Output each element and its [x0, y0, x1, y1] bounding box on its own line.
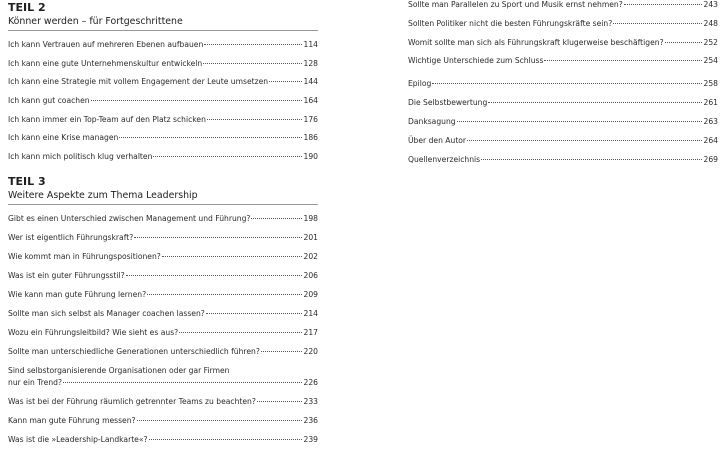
dot-leader: [153, 156, 301, 157]
toc-entry-title: Was ist bei der Führung räumlich getrennter Teams zu beachten?: [8, 396, 256, 406]
toc-entry-title: Ich kann eine gute Unternehmenskultur entwickeln: [8, 58, 203, 68]
toc-entry-title: Sollten Politiker nicht die besten Führungskräfte sein?: [408, 18, 613, 28]
toc-entry-title: Ich kann eine Strategie mit vollem Engagement der Leute umsetzen: [8, 77, 269, 87]
toc-entry-page-number: 239: [303, 434, 318, 444]
dot-leader: [137, 420, 302, 421]
toc-entry-page-number: 202: [303, 252, 318, 262]
dot-leader: [544, 60, 701, 61]
dot-leader: [488, 102, 701, 103]
toc-entry[interactable]: [408, 117, 718, 127]
dot-leader: [257, 401, 302, 402]
dot-leader: [467, 140, 701, 141]
toc-entry[interactable]: [408, 56, 718, 66]
dot-leader: [119, 137, 301, 138]
dot-leader: [149, 439, 302, 440]
toc-entry-title: Sollte man unterschiedliche Generationen unterschiedlich führen?: [8, 347, 260, 357]
right-page: [408, 0, 718, 165]
toc-entry-title: Gibt es einen Unterschied zwischen Management und Führung?: [8, 214, 251, 224]
toc-entry[interactable]: [8, 40, 318, 50]
toc-entry-page-number: 258: [703, 79, 718, 89]
dot-leader: [624, 4, 702, 5]
toc-entry-page-number: 114: [303, 40, 318, 49]
toc-entry-title: Ich kann mich politisch klug verhalten: [8, 152, 153, 162]
toc-entry-page-number: 263: [703, 116, 718, 126]
toc-entry[interactable]: [8, 416, 318, 426]
toc-entry-page-number: 264: [703, 135, 718, 145]
dot-leader: [126, 275, 302, 276]
toc-entry[interactable]: [8, 133, 318, 143]
toc-entry[interactable]: [8, 290, 318, 300]
toc-entry-title: Sollte man Parallelen zu Sport und Musik ernst nehmen?: [408, 0, 623, 9]
dot-leader: [204, 44, 301, 45]
part2-subtitle: Könner werden – für Fortgeschrittene: [8, 16, 183, 27]
toc-entry[interactable]: [8, 214, 318, 224]
toc-entry-page-number: 164: [303, 96, 318, 106]
dot-leader: [179, 332, 301, 333]
toc-entry[interactable]: [8, 378, 318, 388]
dot-leader: [261, 351, 302, 352]
dot-leader: [269, 81, 301, 82]
toc-entry[interactable]: [8, 96, 318, 106]
toc-entry-title-line1: Sind selbstorganisierende Organisationen oder gar Firmen: [8, 366, 230, 376]
toc-entry[interactable]: [8, 435, 318, 445]
toc-entry-page-number: 144: [303, 77, 318, 87]
toc-entry[interactable]: [408, 38, 718, 48]
toc-entry[interactable]: [408, 155, 718, 165]
toc-entry-title: Ich kann Vertrauen auf mehreren Ebenen aufbauen: [8, 40, 204, 49]
dot-leader: [613, 23, 701, 24]
toc-entry-title: Über den Autor: [408, 135, 467, 145]
toc-entry[interactable]: [408, 0, 718, 10]
toc-entry-title: Kann man gute Führung messen?: [8, 415, 136, 425]
toc-entry-title: Quellenverzeichnis: [408, 154, 481, 164]
toc-entry-page-number: 198: [303, 214, 318, 224]
part3-subtitle: Weitere Aspekte zum Thema Leadership: [8, 190, 198, 202]
left-page: [8, 0, 318, 445]
part2-heading: TEIL 2: [8, 1, 46, 14]
toc-entry-title: Wozu ein Führungsleitbild? Wie sieht es aus?: [8, 328, 179, 338]
part3-heading: TEIL 3: [8, 175, 46, 189]
toc-entry-page-number: 176: [303, 114, 318, 124]
toc-entry-title: Wer ist eigentlich Führungskraft?: [8, 233, 134, 243]
dot-leader: [665, 42, 702, 43]
toc-entry-page-number: 252: [703, 37, 718, 47]
dot-leader: [91, 100, 302, 101]
toc-entry-title: nur ein Trend?: [8, 377, 62, 387]
dot-leader: [162, 256, 302, 257]
right-entry-list-a: [408, 0, 718, 66]
toc-entry-title: Ich kann eine Krise managen: [8, 133, 119, 143]
toc-entry-page-number: 190: [303, 152, 318, 162]
dot-leader: [134, 237, 301, 238]
toc-entry-page-number: 186: [303, 133, 318, 143]
part3-entry-list: [8, 214, 318, 445]
toc-entry[interactable]: [8, 152, 318, 162]
toc-entry[interactable]: [8, 115, 318, 125]
toc-entry-page-number: 243: [703, 0, 718, 9]
toc-entry[interactable]: [408, 19, 718, 29]
toc-entry[interactable]: [8, 252, 318, 262]
dot-leader: [457, 121, 702, 122]
toc-entry-title: Womit sollte man sich als Führungskraft klugerweise beschäftigen?: [408, 37, 664, 47]
toc-entry-page-number: 201: [303, 233, 318, 243]
toc-entry[interactable]: [8, 328, 318, 338]
toc-entry[interactable]: [8, 347, 318, 357]
toc-entry-page-number: 217: [303, 328, 318, 338]
dot-leader: [63, 382, 302, 383]
toc-entry-page-number: 220: [303, 347, 318, 357]
toc-entry[interactable]: [8, 271, 318, 281]
toc-entry-title: Ich kann gut coachen: [8, 96, 90, 106]
toc-entry[interactable]: [8, 233, 318, 243]
dot-leader: [147, 294, 301, 295]
toc-entry[interactable]: [408, 98, 718, 108]
toc-entry-title: Sollte man sich selbst als Manager coachen lassen?: [8, 309, 205, 319]
dot-leader: [432, 83, 701, 84]
toc-entry-title: Ich kann immer ein Top-Team auf den Platz schicken: [8, 114, 206, 124]
toc-entry-page-number: 236: [303, 415, 318, 425]
dot-leader: [251, 218, 301, 219]
toc-entry-title: Danksagung: [408, 116, 456, 126]
toc-entry[interactable]: [8, 77, 318, 87]
toc-entry-title: Was ist ein guter Führungsstil?: [8, 271, 125, 281]
toc-entry-page-number: 269: [703, 154, 718, 164]
toc-entry[interactable]: [8, 309, 318, 319]
toc-entry[interactable]: [408, 136, 718, 146]
toc-entry[interactable]: [8, 59, 318, 69]
toc-entry[interactable]: [408, 79, 718, 89]
toc-entry-title: Wie kann man gute Führung lernen?: [8, 290, 147, 300]
toc-entry-page-number: 233: [303, 396, 318, 406]
toc-entry-page-number: 261: [703, 98, 718, 108]
toc-entry-page-number: 226: [303, 377, 318, 387]
toc-entry[interactable]: [8, 397, 318, 407]
part2-entry-list: [8, 40, 318, 162]
dot-leader: [207, 119, 302, 120]
dot-leader: [206, 313, 302, 314]
dot-leader: [481, 159, 701, 160]
toc-entry-page-number: 209: [303, 290, 318, 300]
toc-entry-title: Epilog: [408, 79, 432, 89]
dot-leader: [203, 63, 301, 64]
toc-entry-title: Was ist die »Leadership-Landkarte«?: [8, 434, 148, 444]
toc-entry-page-number: 254: [703, 56, 718, 66]
toc-entry-page-number: 128: [303, 58, 318, 68]
toc-entry-page-number: 248: [703, 18, 718, 28]
right-entry-list-b: [408, 79, 718, 164]
toc-entry-title: Wie kommt man in Führungspositionen?: [8, 252, 161, 262]
toc-entry-page-number: 206: [303, 271, 318, 281]
toc-entry-title: Die Selbstbewertung: [408, 98, 488, 108]
toc-entry-title: Wichtige Unterschiede zum Schluss: [408, 56, 544, 66]
toc-entry-page-number: 214: [303, 309, 318, 319]
